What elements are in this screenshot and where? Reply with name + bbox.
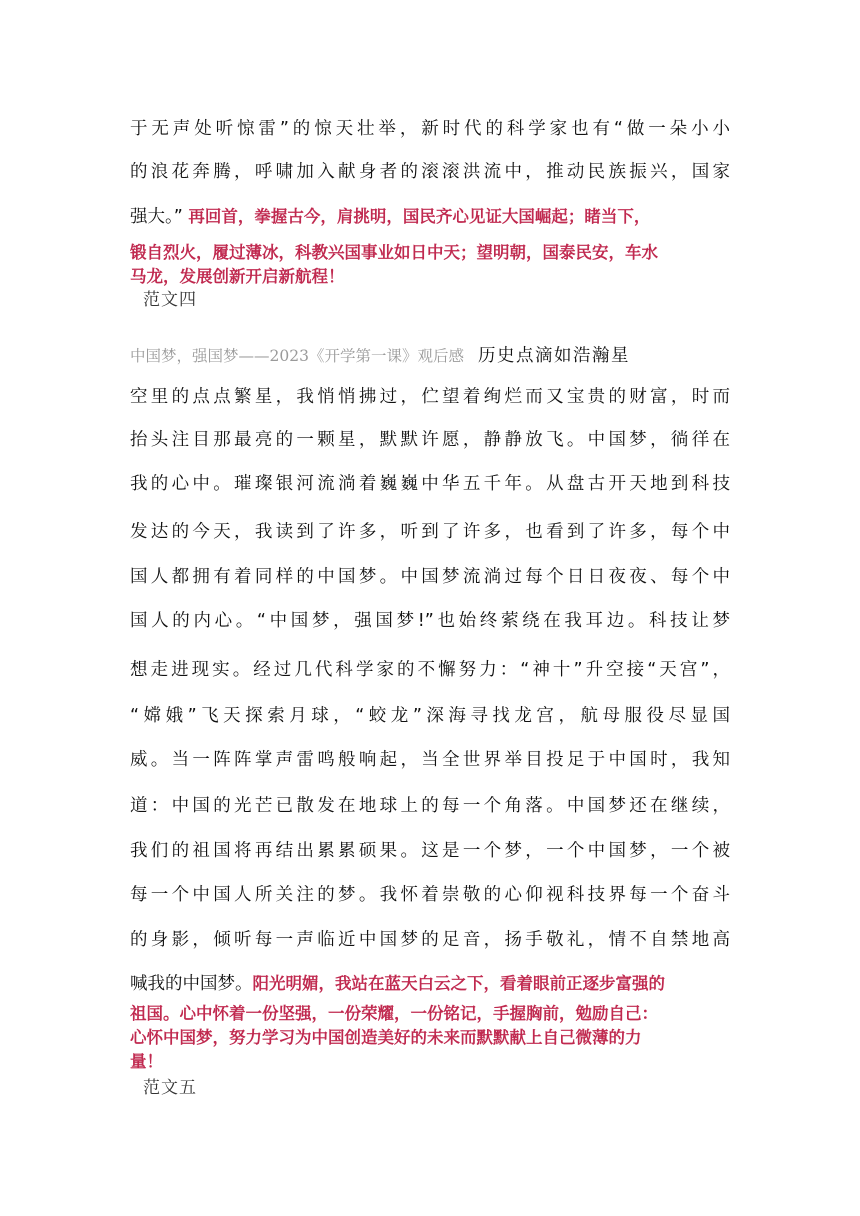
paragraph-line: 国人都拥有着同样的中国梦。中国梦流淌过每个日日夜夜、每个中 [130,567,730,587]
paragraph-line-mixed [130,202,730,232]
paragraph-line: 想走进现实。经过几代科学家的不懈努力：“神十”升空接“天宫”， [130,660,730,680]
paragraph-text: 强大。” [130,207,183,227]
highlighted-line: 心怀中国梦，努力学习为中国创造美好的未来而默默献上自己微薄的力 [130,1028,642,1047]
paragraph-line: 抬头注目那最亮的一颗星，默默许愿，静静放飞。中国梦，徜徉在 [130,430,730,450]
paragraph-line-mixed [130,969,730,999]
highlighted-line: 锻自烈火，履过薄冰，科教兴国事业如日中天；望明朝，国泰民安，车水 [130,243,658,262]
paragraph-line: “嫦娥”飞天探索月球，“蛟龙”深海寻找龙宫，航母服役尽显国 [130,706,730,726]
paragraph-text: 喊我的中国梦。 [130,974,253,994]
highlighted-line: 马龙，发展创新开启新航程！ [130,267,345,286]
highlighted-line: 量！ [130,1052,163,1071]
paragraph-line: 每一个中国人所关注的梦。我怀着崇敬的心仰视科技界每一个奋斗 [130,885,730,905]
highlighted-text: 阳光明媚，我站在蓝天白云之下，看着眼前正逐步富强的 [252,974,665,993]
paragraph-line: 国人的内心。“中国梦，强国梦!”也始终萦绕在我耳边。科技让梦 [130,611,730,631]
paragraph-line: 于无声处听惊雷”的惊天壮举，新时代的科学家也有“做一朵小小 [130,119,730,139]
paragraph-line-mixed [130,341,730,371]
paragraph-line: 威。当一阵阵掌声雷鸣般响起，当全世界举目投足于中国时，我知 [130,750,730,770]
paragraph-line: 发达的今天，我读到了许多，听到了许多，也看到了许多，每个中 [130,522,730,542]
section-heading: 范文五 [143,1078,197,1098]
paragraph-line: 我的心中。璀璨银河流淌着巍巍中华五千年。从盘古开天地到科技 [130,474,730,494]
paragraph-line: 的浪花奔腾，呼啸加入献身者的滚滚洪流中，推动民族振兴，国家 [130,162,730,182]
paragraph-line: 我们的祖国将再结出累累硕果。这是一个梦，一个中国梦，一个被 [130,841,730,861]
highlighted-text: 再回首，拳握古今，肩挑明，国民齐心见证大国崛起；睹当下， [188,207,651,226]
paragraph-line: 空里的点点繁星，我悄悄拂过，伫望着绚烂而又宝贵的财富，时而 [130,387,730,407]
section-heading: 范文四 [143,290,197,310]
paragraph-line: 道：中国的光芒已散发在地球上的每一个角落。中国梦还在继续， [130,796,730,816]
paragraph-text: 历史点滴如浩瀚星 [477,346,630,366]
essay-subtitle: 中国梦，强国梦——2023《开学第一课》观后感 [130,347,464,365]
paragraph-line: 的身影，倾听每一声临近中国梦的足音，扬手敬礼，情不自禁地高 [130,930,730,950]
highlighted-line: 祖国。心中怀着一份坚强，一份荣耀，一份铭记，手握胸前，勉励自己： [130,1004,658,1023]
